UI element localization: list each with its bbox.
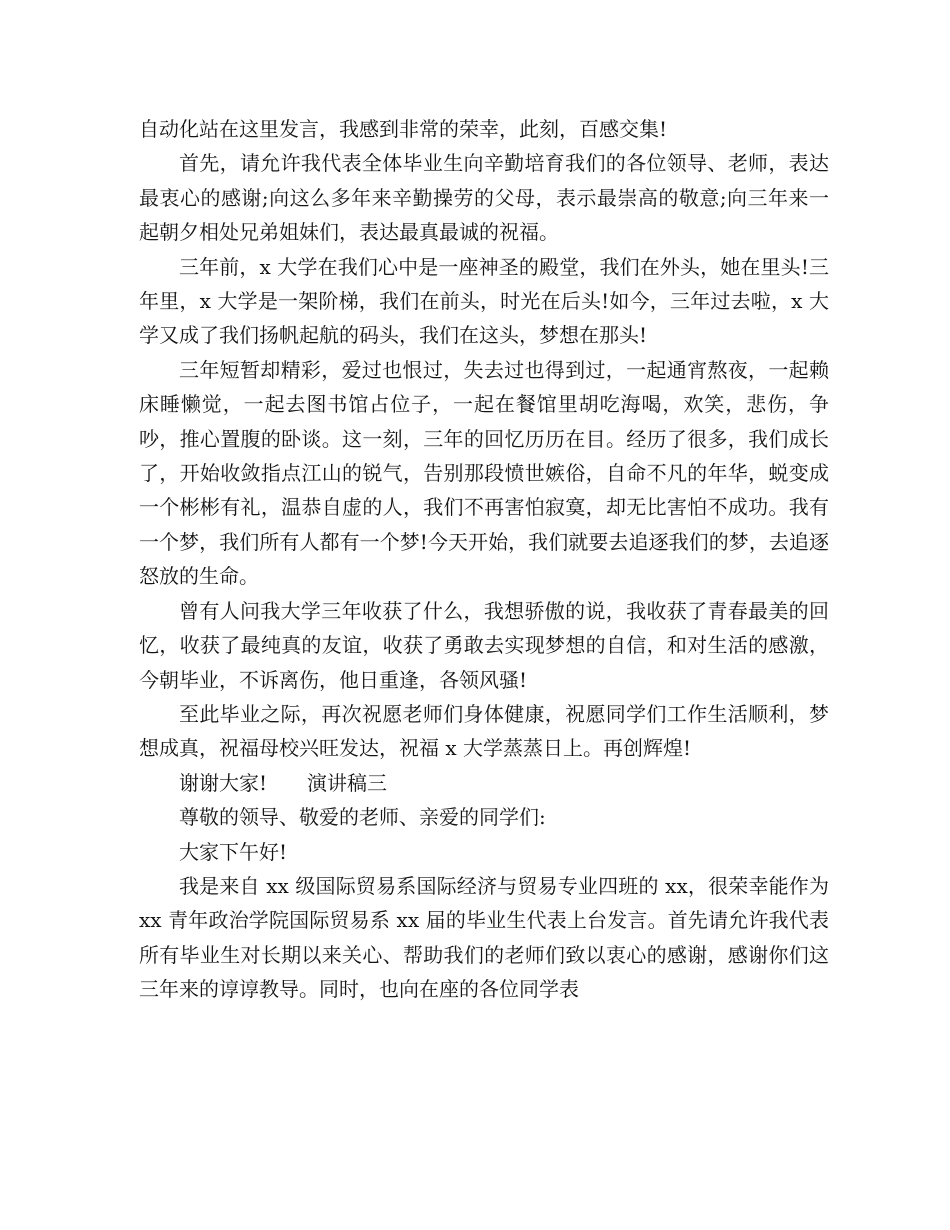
paragraph-4: 三年短暂却精彩，爱过也恨过，失去过也得到过，一起通宵熬夜，一起赖床睡懒觉，一起去图书馆占位子，一起在餐馆里胡吃海喝，欢笑，悲伤，争吵，推心置腹的卧谈。这一刻，三年的回忆历历在目。经历了很多，我们成长了，开始收敛指点江山的锐气，告别那段愤世嫉俗，自命不凡的年华，蜕变成一个彬彬有礼，温恭自虚的人，我们不再害怕寂寞，却无比害怕不成功。我有一个梦，我们所有人都有一个梦!今天开始，我们就要去追逐我们的梦，去追逐怒放的生命。	[139, 357, 829, 589]
paragraph-7: 谢谢大家! 演讲稿三	[179, 770, 388, 795]
paragraph-3: 三年前，x 大学在我们心中是一座神圣的殿堂，我们在外头，她在里头!三年里，x 大学是一架阶梯，我们在前头，时光在后头!如今，三年过去啦，x 大学又成了我们扬帆起航的码头，我们在这头，梦想在那头!	[139, 254, 829, 348]
paragraph-10: 我是来自 xx 级国际贸易系国际经济与贸易专业四班的 xx，很荣幸能作为 xx 青年政治学院国际贸易系 xx 届的毕业生代表上台发言。首先请允许我代表所有毕业生对长期以来关心、帮助我们的老师们致以衷心的感谢，感谢你们这三年来的谆谆教导。同时，也向在座的各位同学表	[139, 873, 829, 1002]
document-body	[139, 112, 829, 1007]
salutation: 尊敬的领导、敬爱的老师、亲爱的同学们:	[179, 805, 546, 830]
paragraph-5: 曾有人问我大学三年收获了什么，我想骄傲的说，我收获了青春最美的回忆，收获了最纯真的友谊，收获了勇敢去实现梦想的自信，和对生活的感激，今朝毕业，不诉离伤，他日重逢，各领风骚!	[139, 598, 829, 692]
paragraph-6: 至此毕业之际，再次祝愿老师们身体健康，祝愿同学们工作生活顺利，梦想成真，祝福母校兴旺发达，祝福 x 大学蒸蒸日上。再创辉煌!	[139, 701, 829, 761]
paragraph-2: 首先，请允许我代表全体毕业生向辛勤培育我们的各位领导、老师，表达最衷心的感谢;向这么多年来辛勤操劳的父母，表示最崇高的敬意;向三年来一起朝夕相处兄弟姐妹们，表达最真最诚的祝福。	[139, 151, 829, 245]
greeting: 大家下午好!	[179, 839, 288, 864]
paragraph-1: 自动化站在这里发言，我感到非常的荣幸，此刻，百感交集!	[139, 117, 668, 141]
